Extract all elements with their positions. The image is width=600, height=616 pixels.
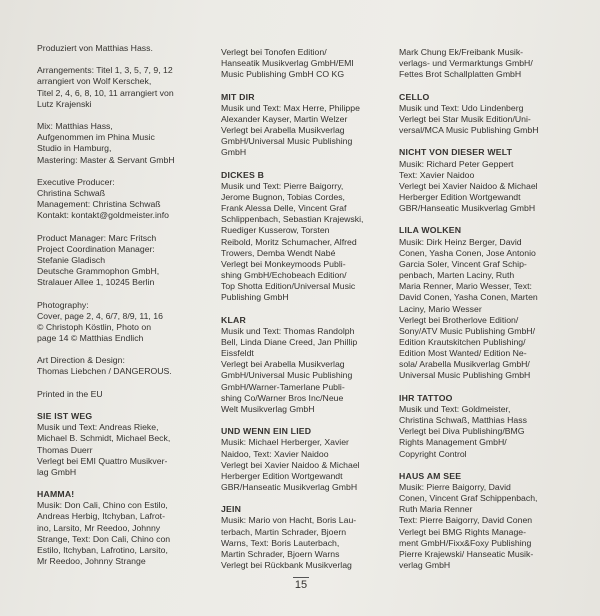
- credit-line: Estilo, Itchyban, Lafrotino, Larsito,: [37, 544, 168, 555]
- credit-line: Alexander Kayser, Martin Welzer: [221, 113, 348, 124]
- credit-line: Conen, Yasha Conen, Jose Antonio: [399, 247, 536, 258]
- song-credit-block: [221, 92, 387, 159]
- credit-line: Verlegt bei Xavier Naidoo & Michael: [221, 459, 360, 470]
- credit-line: Musik: Don Cali, Chino con Estilo,: [37, 500, 168, 511]
- credit-line: Titel 2, 4, 6, 8, 10, 11 arrangiert von: [37, 87, 174, 98]
- credit-block: [37, 233, 205, 289]
- credit-line: terbach, Martin Schrader, Bjoern: [221, 526, 347, 537]
- credit-line: Eissfeldt: [221, 348, 254, 359]
- credit-line: Aufgenommen im Phina Music: [37, 132, 155, 143]
- song-credit-block: [221, 170, 387, 304]
- credit-line: Deutsche Grammophon GmbH,: [37, 266, 160, 277]
- credit-line: GmbH/Universal Music Publishing: [221, 370, 353, 381]
- credit-line: Verlegt bei EMI Quattro Musikver-: [37, 455, 168, 466]
- credit-line: Rights Management GmbH/: [399, 437, 507, 448]
- credit-line: Printed in the EU: [37, 388, 103, 399]
- credit-line: Herberger Edition Wortgewandt: [221, 470, 343, 481]
- credit-line: Verlegt bei Xavier Naidoo & Michael: [399, 180, 538, 191]
- credit-line: Verlegt bei BMG Rights Manage-: [399, 526, 526, 537]
- credit-line: Verlegt bei Brotherlove Edition/: [399, 314, 519, 325]
- song-title-heading: SIE IST WEG: [37, 411, 93, 422]
- credit-block: [37, 65, 205, 110]
- credit-line: arrangiert von Wolf Kerschek,: [37, 76, 152, 87]
- credit-line: Top Shotta Edition/Universal Music: [221, 281, 356, 292]
- song-title-heading: NICHT VON DIESER WELT: [399, 147, 513, 158]
- credit-line: Musik: Dirk Heinz Berger, David: [399, 236, 522, 247]
- credit-line: Management: Christina Schwaß: [37, 199, 161, 210]
- song-title-heading: HAUS AM SEE: [399, 470, 462, 481]
- credit-line: Mr Reedoo, Johnny Strange: [37, 556, 146, 567]
- song-title-heading: JEIN: [221, 504, 242, 515]
- credit-line: Thomas Duerr: [37, 444, 93, 455]
- credit-line: Schlippenbach, Sebastian Krajewski,: [221, 214, 364, 225]
- credit-line: Musik und Text: Udo Lindenberg: [399, 102, 524, 113]
- credit-line: Michael B. Schmidt, Michael Beck,: [37, 433, 171, 444]
- credit-line: Verlegt bei Arabella Musikverlag: [221, 125, 345, 136]
- credit-line: shing GmbH/Echobeach Edition/: [221, 270, 347, 281]
- song-title-heading: IHR TATTOO: [399, 392, 453, 403]
- credit-line: Mark Chung Ek/Freibank Musik-: [399, 47, 524, 57]
- credit-line: Naidoo, Text: Xavier Naidoo: [221, 448, 329, 459]
- credit-line: Ruediger Kusserow, Torsten: [221, 225, 330, 236]
- song-credit-block: [399, 92, 569, 137]
- credits-column-2: [221, 47, 387, 582]
- credit-line: Musik und Text: Goldmeister,: [399, 403, 511, 414]
- credits-column-1: [37, 43, 205, 578]
- credit-line: Strange, Text: Don Cali, Chino con: [37, 533, 171, 544]
- credit-line: Musik und Text: Pierre Baigorry,: [221, 180, 344, 191]
- credit-line: Christina Schwaß, Matthias Hass: [399, 415, 527, 426]
- credit-line: David Conen, Yasha Conen, Marten: [399, 292, 538, 303]
- song-credit-block: [399, 393, 569, 460]
- credit-line: Herberger Edition Wortgewandt: [399, 192, 521, 202]
- credit-line: lag GmbH: [37, 466, 77, 477]
- song-credit-block: [37, 411, 205, 478]
- credit-line: Musik: Richard Peter Geppert: [399, 158, 514, 169]
- credit-line: Executive Producer:: [37, 176, 115, 187]
- credit-line: Mastering: Master & Servant GmbH: [37, 154, 175, 165]
- song-title-heading: UND WENN EIN LIED: [221, 426, 312, 437]
- credit-line: ment GmbH/Fixx&Foxy Publishing: [399, 537, 532, 548]
- credit-line: GmbH: [221, 147, 247, 158]
- credit-line: Pierre Krajewski/ Hanseatic Musik-: [399, 548, 534, 559]
- credit-line: GmbH/Warner-Tamerlane Publi-: [221, 381, 345, 392]
- credit-line: Edition Most Wanted/ Edition Ne-: [399, 348, 527, 359]
- credit-line: Conen, Vincent Graf Schippenbach,: [399, 493, 538, 504]
- song-title-heading: MIT DIR: [221, 91, 255, 102]
- song-title-heading: CELLO: [399, 91, 430, 102]
- credit-line: Martin Schrader, Bjoern Warns: [221, 548, 340, 559]
- credit-line: Publishing GmbH: [221, 292, 289, 303]
- credit-line: Garcia Soler, Vincent Graf Schip-: [399, 258, 527, 269]
- song-credit-block: [399, 225, 569, 381]
- credit-line: Stefanie Gladisch: [37, 254, 106, 265]
- credit-line: Edition Krautskitchen Publishing/: [399, 337, 526, 348]
- credit-line: Art Direction & Design:: [37, 355, 125, 366]
- credit-line: verlag GmbH: [399, 560, 451, 571]
- credit-line: Sony/ATV Music Publishing GmbH/: [399, 325, 535, 336]
- credit-line: Arrangements: Titel 1, 3, 5, 7, 9, 12: [37, 65, 173, 76]
- credit-block: [37, 389, 205, 400]
- credit-line: Ruth Maria Renner: [399, 504, 473, 515]
- song-credit-block: [399, 147, 569, 214]
- song-credit-block: [221, 426, 387, 493]
- credit-line: penbach, Marten Laciny, Ruth: [399, 270, 515, 281]
- credit-line: Photography:: [37, 299, 89, 310]
- credit-line: Hanseatik Musikverlag GmbH/EMI: [221, 58, 354, 69]
- credit-line: Laciny, Mario Wesser: [399, 303, 482, 314]
- credits-column-3: [399, 47, 569, 582]
- credit-line: GmbH/Universal Music Publishing: [221, 136, 353, 147]
- credit-line: Verlegt bei Star Musik Edition/Uni-: [399, 113, 531, 124]
- credit-block: [37, 177, 205, 222]
- credit-line: © Christoph Köstlin, Photo on: [37, 321, 152, 332]
- credit-line: Musik und Text: Andreas Rieke,: [37, 422, 159, 433]
- credit-line: Welt Musikverlag GmbH: [221, 403, 315, 414]
- credit-line: Lutz Krajenski: [37, 98, 92, 109]
- credit-line: Jerome Bugnon, Tobias Cordes,: [221, 192, 345, 202]
- credit-line: Musik und Text: Max Herre, Philippe: [221, 102, 360, 113]
- song-title-heading: LILA WOLKEN: [399, 225, 462, 236]
- credit-line: Cover, page 2, 4, 6/7, 8/9, 11, 16: [37, 310, 163, 321]
- credit-line: Trowers, Demba Wendt Nabé: [221, 247, 336, 258]
- credit-line: Musik: Pierre Baigorry, David: [399, 482, 511, 493]
- page-number: 15: [294, 579, 308, 591]
- credit-line: Warns, Text: Boris Lauterbach,: [221, 537, 340, 548]
- song-credit-block: [221, 504, 387, 571]
- credit-line: Kontakt: kontakt@goldmeister.info: [37, 210, 169, 221]
- song-credit-block: [37, 489, 205, 567]
- credit-line: sola/ Arabella Musikverlag GmbH/: [399, 359, 530, 370]
- credit-line: GBR/Hanseatic Musikverlag GmbH: [399, 203, 536, 214]
- credit-block: [37, 300, 205, 345]
- credit-block: [221, 47, 387, 80]
- credit-line: Studio in Hamburg,: [37, 143, 112, 154]
- credit-line: Mix: Matthias Hass,: [37, 121, 113, 132]
- song-title-heading: KLAR: [221, 314, 246, 325]
- credit-block: [399, 47, 569, 80]
- credit-line: verlags- und Vermarktungs GmbH/: [399, 58, 533, 69]
- credit-line: Copyright Control: [399, 448, 467, 459]
- credit-line: Product Manager: Marc Fritsch: [37, 232, 157, 243]
- credit-line: Musik und Text: Thomas Randolph: [221, 325, 355, 336]
- credit-line: Verlegt bei Diva Publishing/BMG: [399, 426, 525, 437]
- credit-line: Maria Renner, Mario Wesser, Text:: [399, 281, 532, 292]
- song-title-heading: DICKES B: [221, 169, 265, 180]
- song-credit-block: [399, 471, 569, 571]
- credit-block: [37, 355, 205, 377]
- credit-line: Musik: Mario von Hacht, Boris Lau-: [221, 515, 357, 526]
- credit-line: Christina Schwaß: [37, 187, 106, 198]
- credit-line: Reibold, Moritz Schumacher, Alfred: [221, 236, 357, 247]
- credit-line: Fettes Brot Schallplatten GmbH: [399, 69, 522, 80]
- credit-line: Project Coordination Manager:: [37, 243, 155, 254]
- credit-line: Thomas Liebchen / DANGEROUS.: [37, 366, 172, 377]
- credit-block: [37, 121, 205, 166]
- credit-line: versal/MCA Music Publishing GmbH: [399, 125, 539, 136]
- credit-line: Andreas Herbig, Itchyban, Lafrot-: [37, 511, 165, 522]
- credit-line: Verlegt bei Arabella Musikverlag: [221, 359, 345, 370]
- credit-line: Verlegt bei Monkeymoods Publi-: [221, 258, 346, 269]
- credit-line: Stralauer Allee 1, 10245 Berlin: [37, 277, 155, 288]
- credit-line: Produziert von Matthias Hass.: [37, 43, 153, 53]
- credit-line: Bell, Linda Diane Creed, Jan Phillip: [221, 337, 358, 348]
- song-title-heading: HAMMA!: [37, 489, 75, 500]
- credit-line: shing Co/Warner Bros Inc/Neue: [221, 392, 344, 403]
- credit-block: [37, 43, 205, 54]
- credit-line: Universal Music Publishing GmbH: [399, 370, 531, 381]
- song-credit-block: [221, 315, 387, 415]
- credit-line: Verlegt bei Tonofen Edition/: [221, 47, 327, 57]
- credit-line: Text: Xavier Naidoo: [399, 169, 475, 180]
- credit-line: Musik: Michael Herberger, Xavier: [221, 437, 349, 448]
- credit-line: Frank Alessa Delle, Vincent Graf: [221, 203, 347, 214]
- credit-line: page 14 © Matthias Endlich: [37, 332, 144, 343]
- credit-line: GBR/Hanseatic Musikverlag GmbH: [221, 482, 358, 493]
- credit-line: Verlegt bei Rückbank Musikverlag: [221, 560, 352, 571]
- credit-line: Text: Pierre Baigorry, David Conen: [399, 515, 533, 526]
- credit-line: Music Publishing GmbH CO KG: [221, 69, 345, 80]
- credit-line: ino, Larsito, Mr Reedoo, Johnny: [37, 522, 161, 533]
